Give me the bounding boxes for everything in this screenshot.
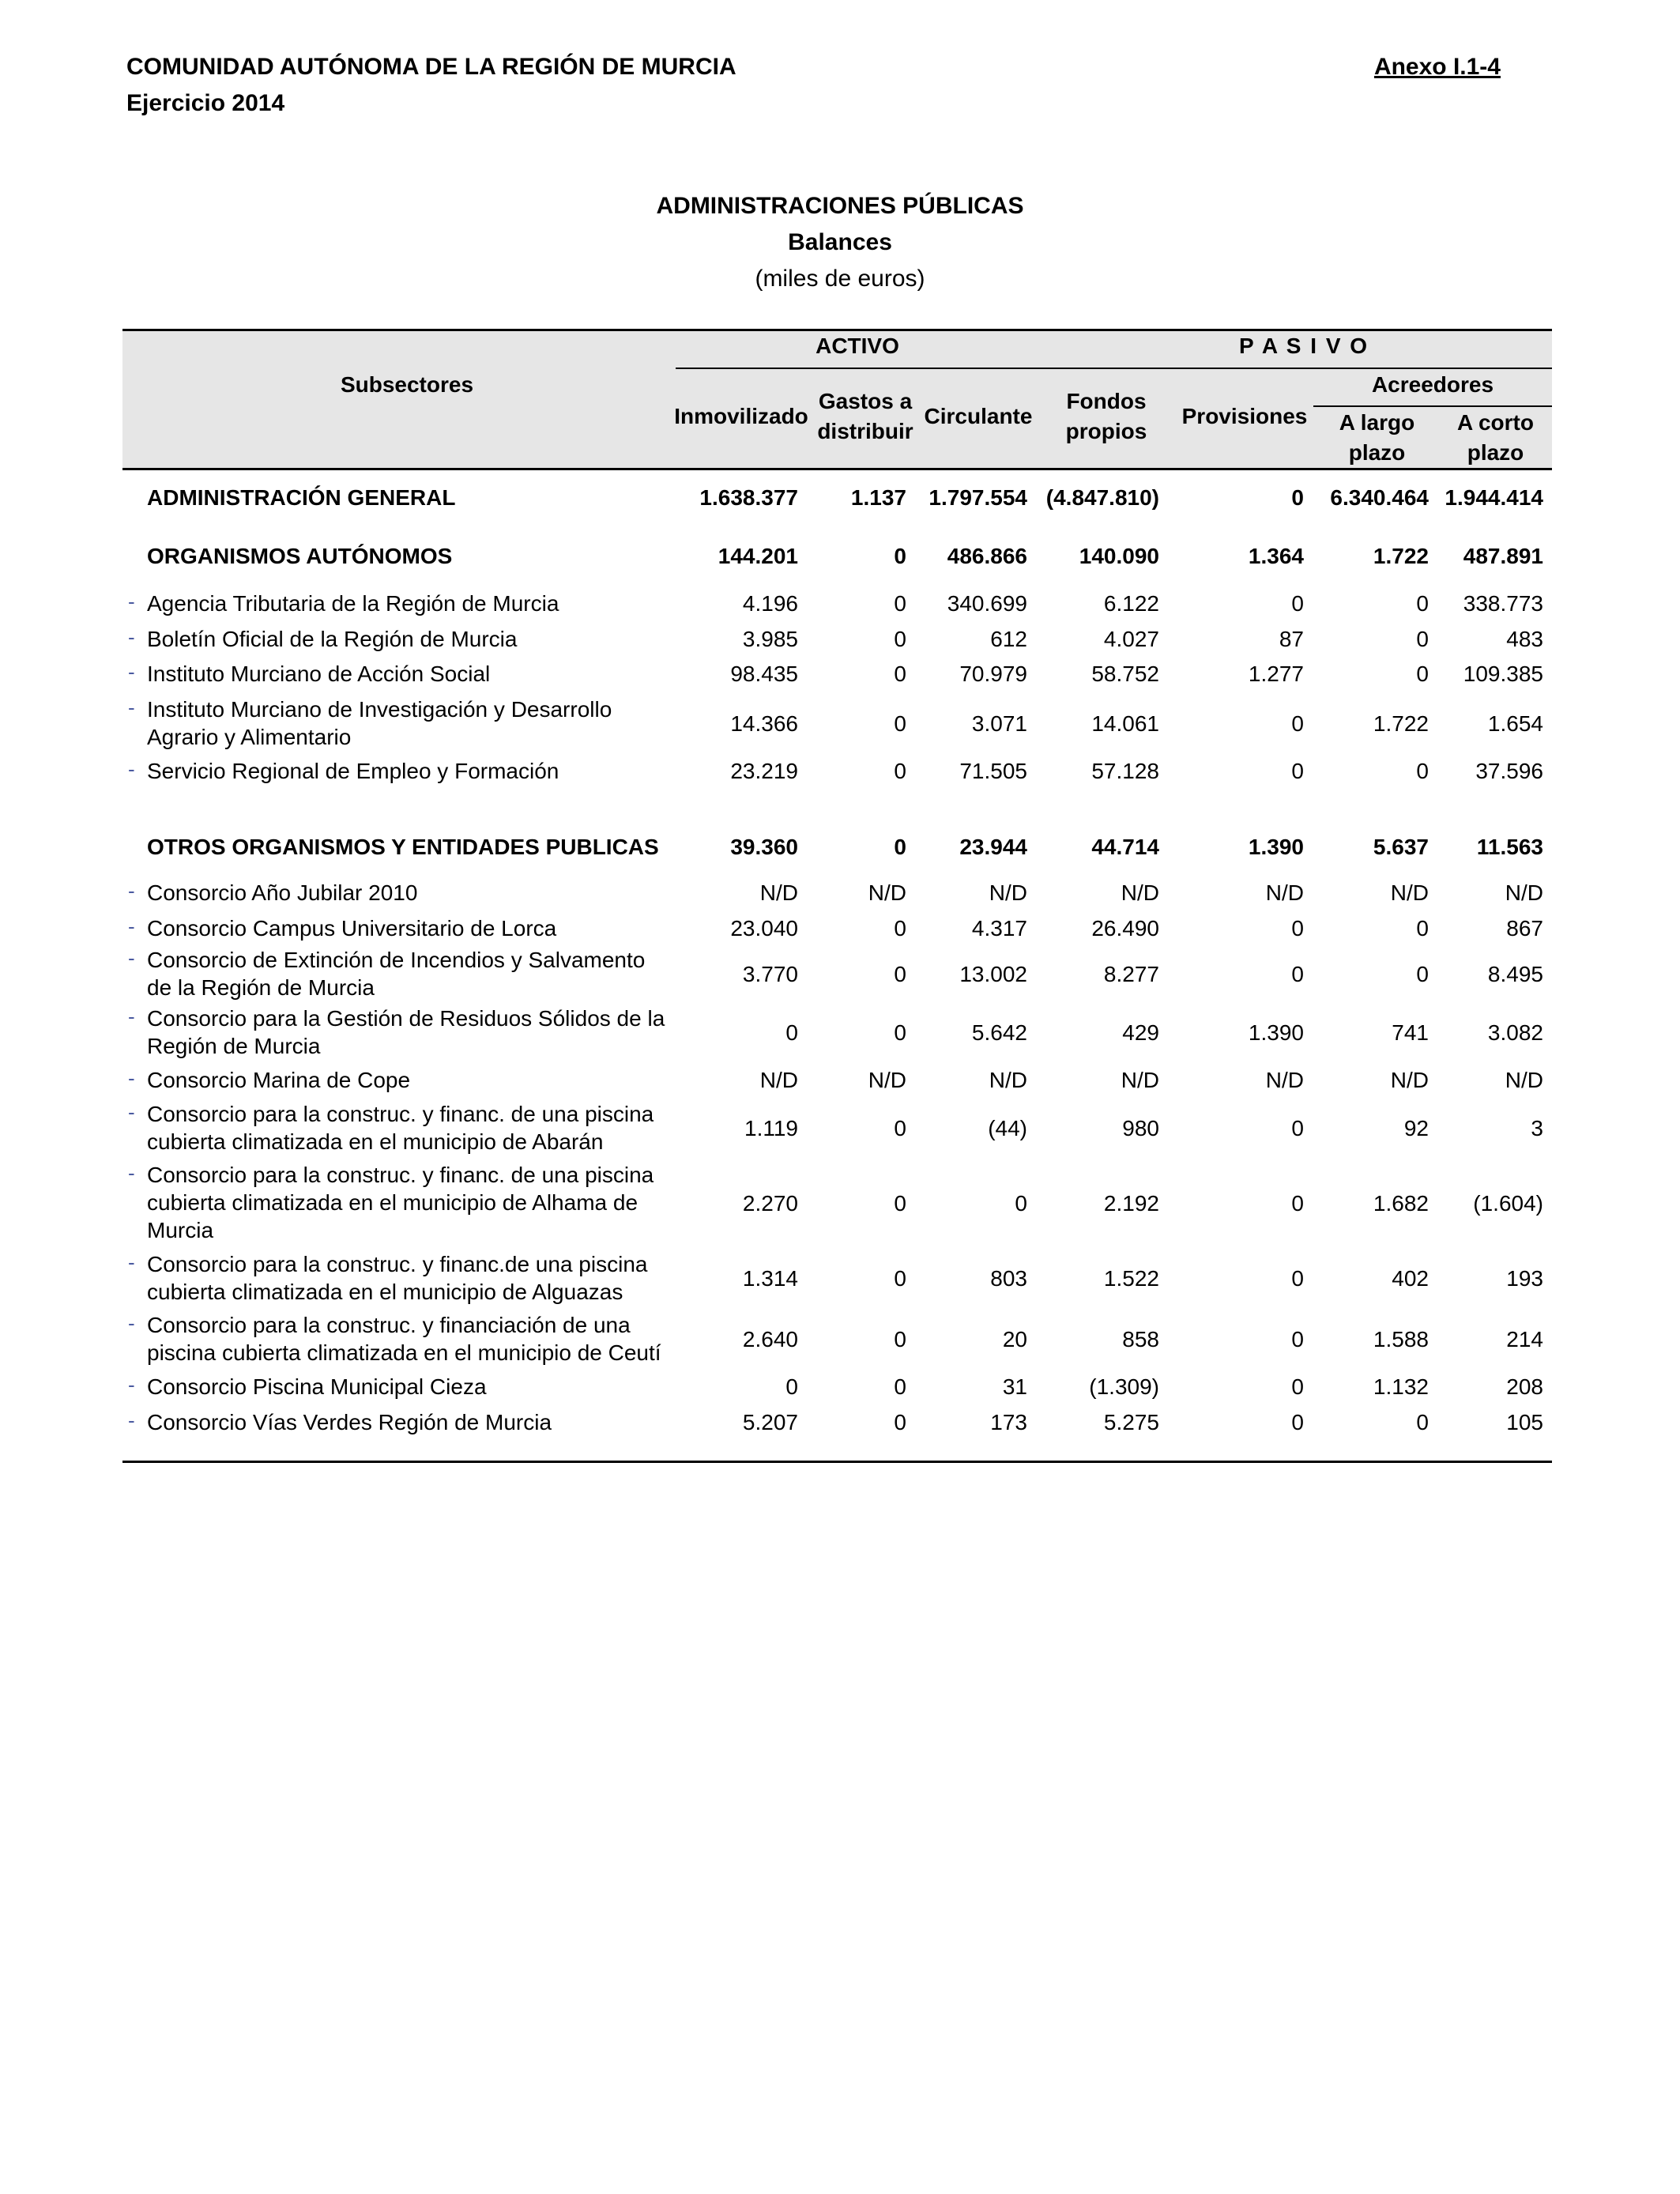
bullet-dash: - bbox=[128, 1161, 135, 1185]
col-fondos: Fondos propios bbox=[1065, 389, 1147, 443]
bullet-dash: - bbox=[128, 590, 135, 613]
col-largo-plazo: A largo plazo bbox=[1339, 410, 1415, 465]
col-activo: ACTIVO bbox=[816, 334, 899, 358]
bullet-dash: - bbox=[128, 1408, 135, 1432]
col-acreedores: Acreedores bbox=[1371, 372, 1494, 397]
bullet-dash: - bbox=[128, 1311, 135, 1335]
col-corto-plazo: A corto plazo bbox=[1457, 410, 1534, 465]
col-provisiones: Provisiones bbox=[1181, 404, 1308, 428]
col-inmovilizado: Inmovilizado bbox=[674, 404, 808, 428]
acreedores-rule bbox=[1313, 405, 1552, 407]
bullet-dash: - bbox=[128, 1373, 135, 1397]
document-header bbox=[126, 49, 736, 122]
table-header-bottom-rule bbox=[122, 468, 1552, 470]
bullet-dash: - bbox=[128, 1066, 135, 1090]
bullet-dash: - bbox=[128, 696, 135, 719]
main-title: ADMINISTRACIONES PÚBLICAS bbox=[656, 193, 1024, 219]
units-note: (miles de euros) bbox=[755, 266, 925, 292]
bullet-dash: - bbox=[128, 946, 135, 970]
bullet-dash: - bbox=[128, 914, 135, 938]
header-group-rule bbox=[676, 368, 1552, 369]
col-subsectores: Subsectores bbox=[340, 372, 474, 397]
bullet-dash: - bbox=[128, 660, 135, 684]
org-name: COMUNIDAD AUTÓNOMA DE LA REGIÓN DE MURCIA bbox=[126, 54, 736, 80]
bullet-dash: - bbox=[128, 625, 135, 649]
bullet-dash: - bbox=[128, 1005, 135, 1028]
bullet-dash: - bbox=[128, 757, 135, 781]
col-pasivo: P A S I V O bbox=[1238, 334, 1369, 358]
document-titles bbox=[0, 188, 1680, 297]
col-circulante: Circulante bbox=[924, 404, 1033, 428]
bullet-dash: - bbox=[128, 879, 135, 903]
annex-label: Anexo I.1-4 bbox=[1373, 54, 1501, 80]
sub-title: Balances bbox=[788, 229, 892, 255]
bullet-dash: - bbox=[128, 1250, 135, 1274]
bullet-dash: - bbox=[128, 1100, 135, 1124]
table-bottom-rule bbox=[122, 1461, 1552, 1463]
col-gastos: Gastos a distribuir bbox=[817, 389, 913, 443]
fiscal-year: Ejercicio 2014 bbox=[126, 90, 285, 116]
